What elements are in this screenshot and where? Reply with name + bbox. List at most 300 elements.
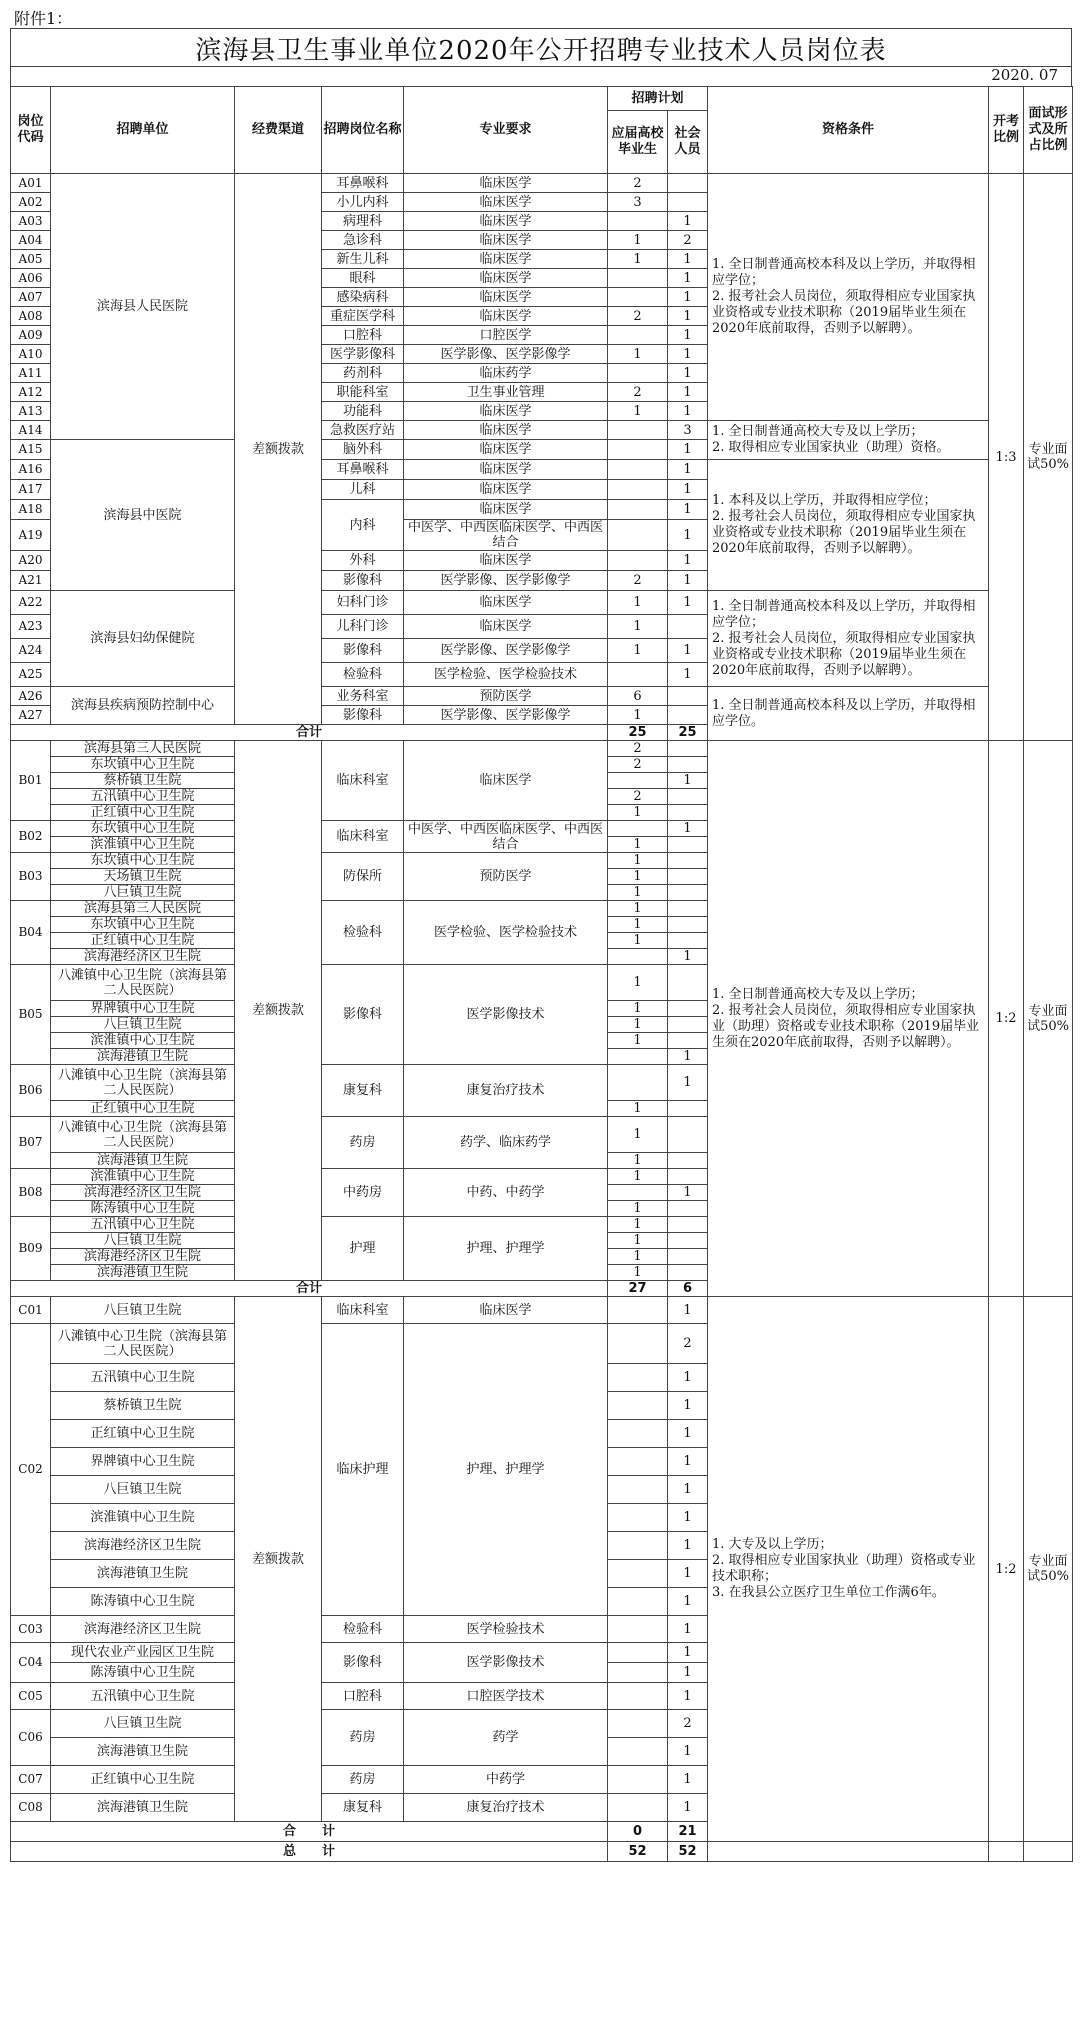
total-social: 52: [668, 1842, 708, 1862]
count-social: 2: [668, 1710, 708, 1738]
count-social: [668, 615, 708, 639]
unit-name: 滨海县妇幼保健院: [51, 591, 235, 687]
count-social: 1: [668, 1738, 708, 1766]
post-name: 药房: [322, 1710, 404, 1766]
position-code: A21: [11, 571, 51, 591]
unit-name: 八滩镇中心卫生院（滨海县第二人民医院）: [51, 1117, 235, 1153]
count-graduates: 1: [608, 805, 668, 821]
position-code: B06: [11, 1065, 51, 1117]
header-unit: 招聘单位: [51, 87, 235, 174]
position-code: A02: [11, 193, 51, 212]
major-requirement: 药学: [404, 1710, 608, 1766]
post-name: 药房: [322, 1117, 404, 1169]
post-name: 检验科: [322, 663, 404, 687]
major-requirement: 临床医学: [404, 269, 608, 288]
major-requirement: 临床医学: [404, 500, 608, 520]
count-graduates: 1: [608, 885, 668, 901]
unit-name: 八巨镇卫生院: [51, 885, 235, 901]
position-code: B09: [11, 1217, 51, 1281]
post-name: 急救医疗站: [322, 421, 404, 440]
count-graduates: [608, 1663, 668, 1683]
count-social: 1: [668, 1185, 708, 1201]
position-code: A23: [11, 615, 51, 639]
unit-name: 正红镇中心卫生院: [51, 1766, 235, 1794]
post-name: 业务科室: [322, 687, 404, 706]
count-graduates: 1: [608, 250, 668, 269]
major-requirement: 护理、护理学: [404, 1217, 608, 1281]
major-requirement: 医学检验、医学检验技术: [404, 901, 608, 965]
header-fund: 经费渠道: [235, 87, 322, 174]
major-requirement: 医学影像、医学影像学: [404, 571, 608, 591]
position-code: A20: [11, 551, 51, 571]
count-social: 1: [668, 307, 708, 326]
count-social: [668, 1033, 708, 1049]
major-requirement: 临床医学: [404, 421, 608, 440]
total-graduates: 52: [608, 1842, 668, 1862]
fund-type: 差额拨款: [235, 1297, 322, 1822]
unit-name: 八巨镇卫生院: [51, 1476, 235, 1504]
annex-label: 附件1：: [14, 9, 73, 28]
count-graduates: 1: [608, 1033, 668, 1049]
unit-name: 蔡桥镇卫生院: [51, 773, 235, 789]
count-graduates: 3: [608, 193, 668, 212]
count-social: 1: [668, 1476, 708, 1504]
post-name: 耳鼻喉科: [322, 174, 404, 193]
unit-name: 八滩镇中心卫生院（滨海县第二人民医院）: [51, 1324, 235, 1364]
count-social: 1: [668, 949, 708, 965]
count-graduates: 1: [608, 1153, 668, 1169]
post-name: 影像科: [322, 571, 404, 591]
count-graduates: [608, 1616, 668, 1643]
post-name: 检验科: [322, 1616, 404, 1643]
count-graduates: 1: [608, 1233, 668, 1249]
interview-form: 专业面试50%: [1024, 174, 1073, 741]
subtotal-label: 合计: [11, 725, 608, 741]
post-name: 检验科: [322, 901, 404, 965]
unit-name: 滨海港经济区卫生院: [51, 1185, 235, 1201]
count-graduates: [608, 1324, 668, 1364]
position-code: A11: [11, 364, 51, 383]
count-social: [668, 1249, 708, 1265]
post-name: 重症医学科: [322, 307, 404, 326]
count-social: 1: [668, 440, 708, 460]
count-social: [668, 933, 708, 949]
count-social: [668, 805, 708, 821]
subtotal-graduates: 27: [608, 1281, 668, 1297]
count-social: 1: [668, 1616, 708, 1643]
count-graduates: 1: [608, 853, 668, 869]
interview-form: 专业面试50%: [1024, 1297, 1073, 1842]
post-name: 康复科: [322, 1065, 404, 1117]
position-code: A14: [11, 421, 51, 440]
major-requirement: 临床医学: [404, 212, 608, 231]
position-code: A01: [11, 174, 51, 193]
qualification-text: 1. 全日制普通高校大专及以上学历； 2. 报考社会人员岗位，须取得相应专业国家执业（助理）资格或专业技术职称（2019届毕业生须在2020年底前取得，否则予以解聘）。: [708, 741, 989, 1297]
unit-name: 滨海县人民医院: [51, 174, 235, 440]
position-code: B08: [11, 1169, 51, 1217]
post-name: 口腔科: [322, 326, 404, 345]
count-graduates: 1: [608, 639, 668, 663]
post-name: 眼科: [322, 269, 404, 288]
count-social: 1: [668, 1683, 708, 1710]
qualification-text: 1. 大专及以上学历； 2. 取得相应专业国家执业（助理）资格或专业技术职称； 3. 在我县公立医疗卫生单位工作满6年。: [708, 1297, 989, 1842]
qualification-text: 1. 全日制普通高校本科及以上学历，并取得相应学位。: [708, 687, 989, 741]
unit-name: 东坎镇中心卫生院: [51, 917, 235, 933]
post-name: 外科: [322, 551, 404, 571]
position-code: B05: [11, 965, 51, 1065]
unit-name: 滨海港镇卫生院: [51, 1265, 235, 1281]
major-requirement: 临床医学: [404, 460, 608, 480]
unit-name: 滨海港镇卫生院: [51, 1794, 235, 1822]
unit-name: 滨海港镇卫生院: [51, 1153, 235, 1169]
major-requirement: 临床医学: [404, 741, 608, 821]
major-requirement: 医学检验技术: [404, 1616, 608, 1643]
post-name: 临床护理: [322, 1324, 404, 1616]
position-code: A27: [11, 706, 51, 725]
post-name: 影像科: [322, 639, 404, 663]
count-graduates: [608, 480, 668, 500]
major-requirement: 临床医学: [404, 174, 608, 193]
count-social: 1: [668, 663, 708, 687]
position-code: A19: [11, 520, 51, 551]
count-social: [668, 869, 708, 885]
position-code: A03: [11, 212, 51, 231]
count-graduates: 1: [608, 231, 668, 250]
count-graduates: [608, 1794, 668, 1822]
table-row: [11, 687, 1073, 706]
count-social: 1: [668, 1588, 708, 1616]
subtotal-social: 6: [668, 1281, 708, 1297]
unit-name: 天场镇卫生院: [51, 869, 235, 885]
count-graduates: 1: [608, 706, 668, 725]
count-graduates: [608, 821, 668, 837]
count-graduates: 2: [608, 174, 668, 193]
exam-ratio: 1:3: [989, 174, 1024, 741]
count-graduates: [608, 1364, 668, 1392]
post-name: 中药房: [322, 1169, 404, 1217]
count-graduates: [608, 1766, 668, 1794]
count-social: 2: [668, 231, 708, 250]
unit-name: 陈涛镇中心卫生院: [51, 1663, 235, 1683]
count-graduates: 1: [608, 1117, 668, 1153]
count-graduates: [608, 1392, 668, 1420]
unit-name: 陈涛镇中心卫生院: [51, 1588, 235, 1616]
count-social: 1: [668, 383, 708, 402]
major-requirement: 药学、临床药学: [404, 1117, 608, 1169]
count-graduates: [608, 326, 668, 345]
count-social: 2: [668, 1324, 708, 1364]
count-social: 1: [668, 773, 708, 789]
position-code: A12: [11, 383, 51, 402]
count-graduates: [608, 1185, 668, 1201]
position-code: C03: [11, 1616, 51, 1643]
major-requirement: 临床医学: [404, 250, 608, 269]
count-social: 1: [668, 500, 708, 520]
post-name: 药房: [322, 1766, 404, 1794]
count-graduates: [608, 1588, 668, 1616]
unit-name: 滨淮镇中心卫生院: [51, 1033, 235, 1049]
count-graduates: 2: [608, 307, 668, 326]
post-name: 内科: [322, 500, 404, 551]
qualification-text: 1. 全日制普通高校大专及以上学历； 2. 取得相应专业国家执业（助理）资格。: [708, 421, 989, 460]
unit-name: 滨海县第三人民医院: [51, 901, 235, 917]
count-social: 1: [668, 639, 708, 663]
count-graduates: [608, 551, 668, 571]
unit-name: 滨淮镇中心卫生院: [51, 1504, 235, 1532]
post-name: 职能科室: [322, 383, 404, 402]
unit-name: 滨海港镇卫生院: [51, 1049, 235, 1065]
unit-name: 滨海港经济区卫生院: [51, 1616, 235, 1643]
unit-name: 正红镇中心卫生院: [51, 1420, 235, 1448]
post-name: 影像科: [322, 706, 404, 725]
count-graduates: [608, 520, 668, 551]
position-code: A08: [11, 307, 51, 326]
position-code: A05: [11, 250, 51, 269]
count-social: 1: [668, 269, 708, 288]
count-social: [668, 1201, 708, 1217]
unit-name: 滨海港经济区卫生院: [51, 949, 235, 965]
count-social: [668, 885, 708, 901]
table-cell: [708, 1842, 989, 1862]
post-name: 防保所: [322, 853, 404, 901]
position-code: A10: [11, 345, 51, 364]
count-graduates: 6: [608, 687, 668, 706]
unit-name: 陈涛镇中心卫生院: [51, 1201, 235, 1217]
count-social: [668, 1169, 708, 1185]
count-social: [668, 741, 708, 757]
major-requirement: 预防医学: [404, 853, 608, 901]
unit-name: 五汛镇中心卫生院: [51, 1364, 235, 1392]
major-requirement: 医学影像、医学影像学: [404, 706, 608, 725]
major-requirement: 临床医学: [404, 480, 608, 500]
count-graduates: 2: [608, 741, 668, 757]
position-code: C05: [11, 1683, 51, 1710]
count-graduates: [608, 663, 668, 687]
count-graduates: 1: [608, 837, 668, 853]
major-requirement: 卫生事业管理: [404, 383, 608, 402]
count-social: 1: [668, 821, 708, 837]
count-social: [668, 837, 708, 853]
position-code: A07: [11, 288, 51, 307]
count-social: 1: [668, 591, 708, 615]
count-graduates: [608, 773, 668, 789]
post-name: 护理: [322, 1217, 404, 1281]
count-graduates: 1: [608, 1001, 668, 1017]
count-graduates: 1: [608, 1169, 668, 1185]
subtotal-label: 合 计: [11, 1822, 608, 1842]
position-code: B07: [11, 1117, 51, 1169]
count-social: [668, 757, 708, 773]
header-plan: 招聘计划: [608, 87, 708, 111]
unit-name: 滨海港镇卫生院: [51, 1738, 235, 1766]
count-graduates: [608, 288, 668, 307]
major-requirement: 医学影像技术: [404, 1643, 608, 1683]
major-requirement: 临床医学: [404, 615, 608, 639]
unit-name: 八巨镇卫生院: [51, 1233, 235, 1249]
qualification-text: 1. 全日制普通高校本科及以上学历，并取得相应学位； 2. 报考社会人员岗位，须取得相应专业国家执业资格或专业技术职称（2019届毕业生须在2020年底前取得，否则予以解聘）。: [708, 174, 989, 421]
major-requirement: 中药学: [404, 1766, 608, 1794]
unit-name: 五汛镇中心卫生院: [51, 1683, 235, 1710]
post-name: 新生儿科: [322, 250, 404, 269]
unit-name: 东坎镇中心卫生院: [51, 821, 235, 837]
exam-ratio: 1:2: [989, 741, 1024, 1297]
count-graduates: [608, 1643, 668, 1663]
position-code: A15: [11, 440, 51, 460]
major-requirement: 护理、护理学: [404, 1324, 608, 1616]
major-requirement: 医学检验、医学检验技术: [404, 663, 608, 687]
count-social: 1: [668, 402, 708, 421]
qualification-text: 1. 全日制普通高校本科及以上学历，并取得相应学位； 2. 报考社会人员岗位，须取得相应专业国家执业资格或专业技术职称（2019届毕业生须在2020年底前取得，否则予以解聘）。: [708, 591, 989, 687]
unit-name: 滨海港经济区卫生院: [51, 1249, 235, 1265]
qualification-text: 1. 本科及以上学历，并取得相应学位； 2. 报考社会人员岗位，须取得相应专业国家执业资格或专业技术职称（2019届毕业生须在2020年底前取得，否则予以解聘）。: [708, 460, 989, 591]
count-social: 1: [668, 1643, 708, 1663]
post-name: 临床科室: [322, 741, 404, 821]
position-code: B03: [11, 853, 51, 901]
count-social: [668, 853, 708, 869]
major-requirement: 临床医学: [404, 231, 608, 250]
header-social: 社会人员: [668, 111, 708, 174]
count-graduates: 1: [608, 402, 668, 421]
count-social: 1: [668, 288, 708, 307]
position-code: A17: [11, 480, 51, 500]
count-graduates: 2: [608, 571, 668, 591]
major-requirement: 预防医学: [404, 687, 608, 706]
major-requirement: 临床药学: [404, 364, 608, 383]
count-graduates: [608, 212, 668, 231]
count-social: 1: [668, 1794, 708, 1822]
post-name: 儿科: [322, 480, 404, 500]
unit-name: 滨淮镇中心卫生院: [51, 1169, 235, 1185]
subtotal-social: 21: [668, 1822, 708, 1842]
count-graduates: 1: [608, 901, 668, 917]
unit-name: 现代农业产业园区卫生院: [51, 1643, 235, 1663]
total-label: 总 计: [11, 1842, 608, 1862]
header-row: [11, 87, 1073, 111]
unit-name: 滨海县第三人民医院: [51, 741, 235, 757]
unit-name: 五汛镇中心卫生院: [51, 789, 235, 805]
major-requirement: 临床医学: [404, 288, 608, 307]
count-graduates: 1: [608, 591, 668, 615]
count-graduates: 1: [608, 1201, 668, 1217]
header-code: 岗位代码: [11, 87, 51, 174]
unit-name: 滨淮镇中心卫生院: [51, 837, 235, 853]
count-graduates: [608, 1710, 668, 1738]
post-name: 感染病科: [322, 288, 404, 307]
subtotal-label: 合计: [11, 1281, 608, 1297]
count-social: 1: [668, 480, 708, 500]
post-name: 临床科室: [322, 821, 404, 853]
position-code: A26: [11, 687, 51, 706]
count-graduates: [608, 1476, 668, 1504]
count-graduates: 1: [608, 345, 668, 364]
count-social: [668, 1153, 708, 1169]
count-graduates: [608, 949, 668, 965]
position-code: C01: [11, 1297, 51, 1324]
header-ratio: 开考比例: [989, 87, 1024, 174]
table-row: [11, 1297, 1073, 1324]
date-label: 2020. 07: [991, 66, 1058, 84]
count-graduates: [608, 460, 668, 480]
major-requirement: 临床医学: [404, 1297, 608, 1324]
count-graduates: 1: [608, 965, 668, 1001]
count-social: [668, 1117, 708, 1153]
post-name: 小儿内科: [322, 193, 404, 212]
unit-name: 滨海县疾病预防控制中心: [51, 687, 235, 725]
count-graduates: [608, 269, 668, 288]
count-social: [668, 193, 708, 212]
post-name: 儿科门诊: [322, 615, 404, 639]
major-requirement: 中医学、中西医临床医学、中西医结合: [404, 520, 608, 551]
post-name: 耳鼻喉科: [322, 460, 404, 480]
count-graduates: 2: [608, 757, 668, 773]
count-graduates: [608, 440, 668, 460]
count-graduates: 1: [608, 1249, 668, 1265]
post-name: 影像科: [322, 965, 404, 1065]
count-graduates: 1: [608, 933, 668, 949]
count-graduates: 2: [608, 789, 668, 805]
count-graduates: [608, 1560, 668, 1588]
count-graduates: [608, 1420, 668, 1448]
count-social: [668, 1017, 708, 1033]
position-code: A04: [11, 231, 51, 250]
major-requirement: 医学影像、医学影像学: [404, 345, 608, 364]
header-major: 专业要求: [404, 87, 608, 174]
unit-name: 正红镇中心卫生院: [51, 933, 235, 949]
unit-name: 正红镇中心卫生院: [51, 1101, 235, 1117]
unit-name: 东坎镇中心卫生院: [51, 757, 235, 773]
count-social: [668, 965, 708, 1001]
unit-name: 八滩镇中心卫生院（滨海县第二人民医院）: [51, 1065, 235, 1101]
count-social: 1: [668, 1560, 708, 1588]
count-social: 1: [668, 1065, 708, 1101]
count-social: 1: [668, 551, 708, 571]
count-graduates: [608, 1532, 668, 1560]
count-graduates: [608, 1504, 668, 1532]
count-graduates: [608, 421, 668, 440]
unit-name: 八滩镇中心卫生院（滨海县第二人民医院）: [51, 965, 235, 1001]
table-cell: [989, 1842, 1024, 1862]
major-requirement: 临床医学: [404, 307, 608, 326]
count-social: 1: [668, 1504, 708, 1532]
count-graduates: 2: [608, 383, 668, 402]
page-title: 滨海县卫生事业单位2020年公开招聘专业技术人员岗位表: [195, 36, 887, 66]
count-social: [668, 1265, 708, 1281]
unit-name: 蔡桥镇卫生院: [51, 1392, 235, 1420]
count-social: [668, 174, 708, 193]
count-social: [668, 1233, 708, 1249]
major-requirement: 中药、中药学: [404, 1169, 608, 1217]
major-requirement: 中医学、中西医临床医学、中西医结合: [404, 821, 608, 853]
position-code: C04: [11, 1643, 51, 1683]
major-requirement: 康复治疗技术: [404, 1065, 608, 1117]
major-requirement: 口腔医学技术: [404, 1683, 608, 1710]
unit-name: 滨海港经济区卫生院: [51, 1532, 235, 1560]
unit-name: 界牌镇中心卫生院: [51, 1001, 235, 1017]
position-code: A16: [11, 460, 51, 480]
position-code: C08: [11, 1794, 51, 1822]
count-social: 1: [668, 345, 708, 364]
post-name: 口腔科: [322, 1683, 404, 1710]
total-row: [11, 1842, 1073, 1862]
post-name: 药剂科: [322, 364, 404, 383]
count-graduates: 1: [608, 1101, 668, 1117]
count-graduates: [608, 1065, 668, 1101]
exam-ratio: 1:2: [989, 1297, 1024, 1842]
header-interview: 面试形式及所占比例: [1024, 87, 1073, 174]
count-graduates: 1: [608, 917, 668, 933]
post-name: 医学影像科: [322, 345, 404, 364]
position-code: C07: [11, 1766, 51, 1794]
